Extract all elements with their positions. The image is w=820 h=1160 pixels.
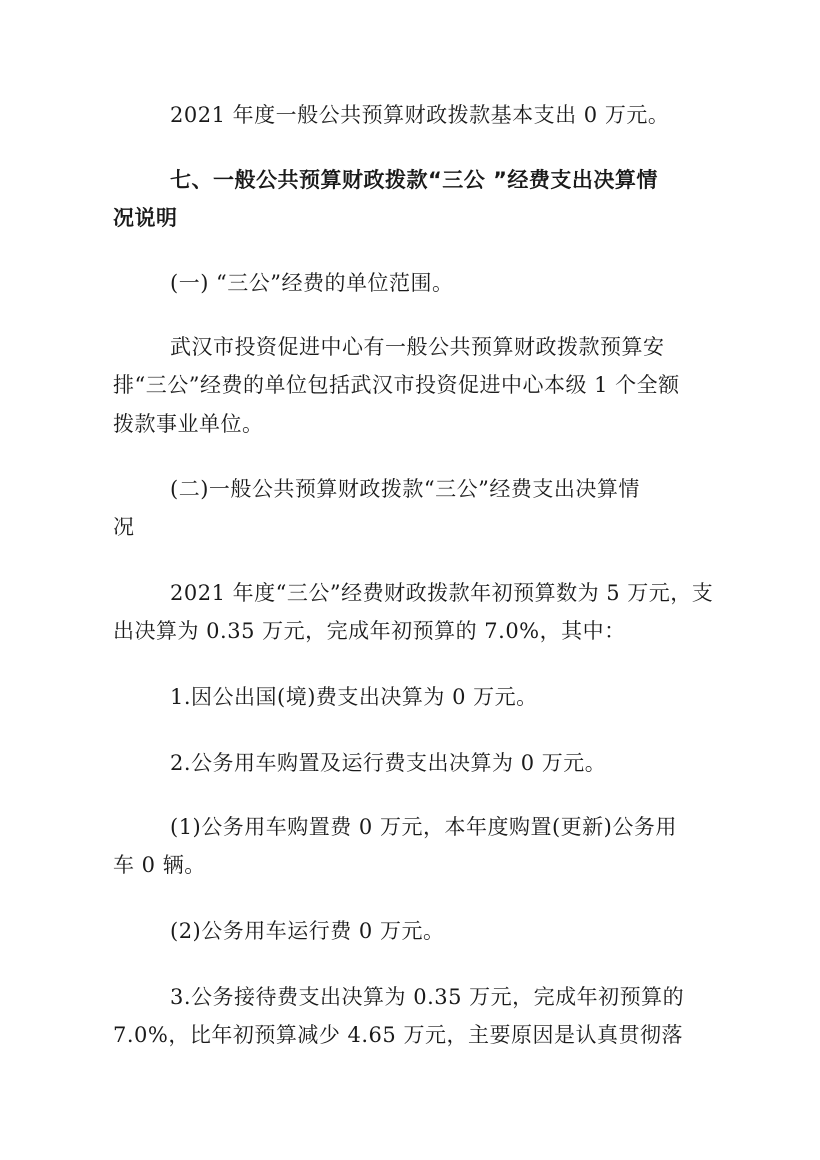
budget-paragraph-line-1: 2021 年度“三公”经费财政拨款年初预算数为 5 万元，支 — [170, 581, 714, 605]
subsection-two-heading: (二)一般公共预算财政拨款“三公”经费支出决算情 — [170, 477, 640, 501]
item-two-sub-two-line: (2)公务用车运行费 0 万元。 — [170, 919, 445, 943]
budget-paragraph-line-2: 出决算为 0.35 万元，完成年初预算的 7.0%，其中： — [113, 619, 626, 643]
subsection-one-heading: (一) “三公”经费的单位范围。 — [170, 271, 454, 295]
item-two-line: 2.公务用车购置及运行费支出决算为 0 万元。 — [170, 751, 607, 775]
subsection-two-heading-cont: 况 — [113, 515, 135, 539]
scope-paragraph-line-2: 排“三公”经费的单位包括武汉市投资促进中心本级 1 个全额 — [113, 373, 680, 397]
scope-paragraph-line-1: 武汉市投资促进中心有一般公共预算财政拨款预算安 — [170, 335, 665, 359]
item-three-line-2: 7.0%，比年初预算减少 4.65 万元，主要原因是认真贯彻落 — [113, 1023, 683, 1047]
section-seven-heading: 七、一般公共预算财政拨款“三公 ”经费支出决算情 — [170, 168, 658, 192]
item-two-sub-one-line-1: (1)公务用车购置费 0 万元，本年度购置(更新)公务用 — [170, 815, 677, 839]
item-one-line: 1.因公出国(境)费支出决算为 0 万元。 — [170, 685, 538, 709]
basic-expenditure-line: 2021 年度一般公共预算财政拨款基本支出 0 万元。 — [170, 103, 670, 127]
section-seven-heading-cont: 况说明 — [113, 206, 178, 230]
item-three-line-1: 3.公务接待费支出决算为 0.35 万元，完成年初预算的 — [170, 985, 685, 1009]
scope-paragraph-line-3: 拨款事业单位。 — [113, 412, 264, 436]
item-two-sub-one-line-2: 车 0 辆。 — [113, 853, 206, 877]
